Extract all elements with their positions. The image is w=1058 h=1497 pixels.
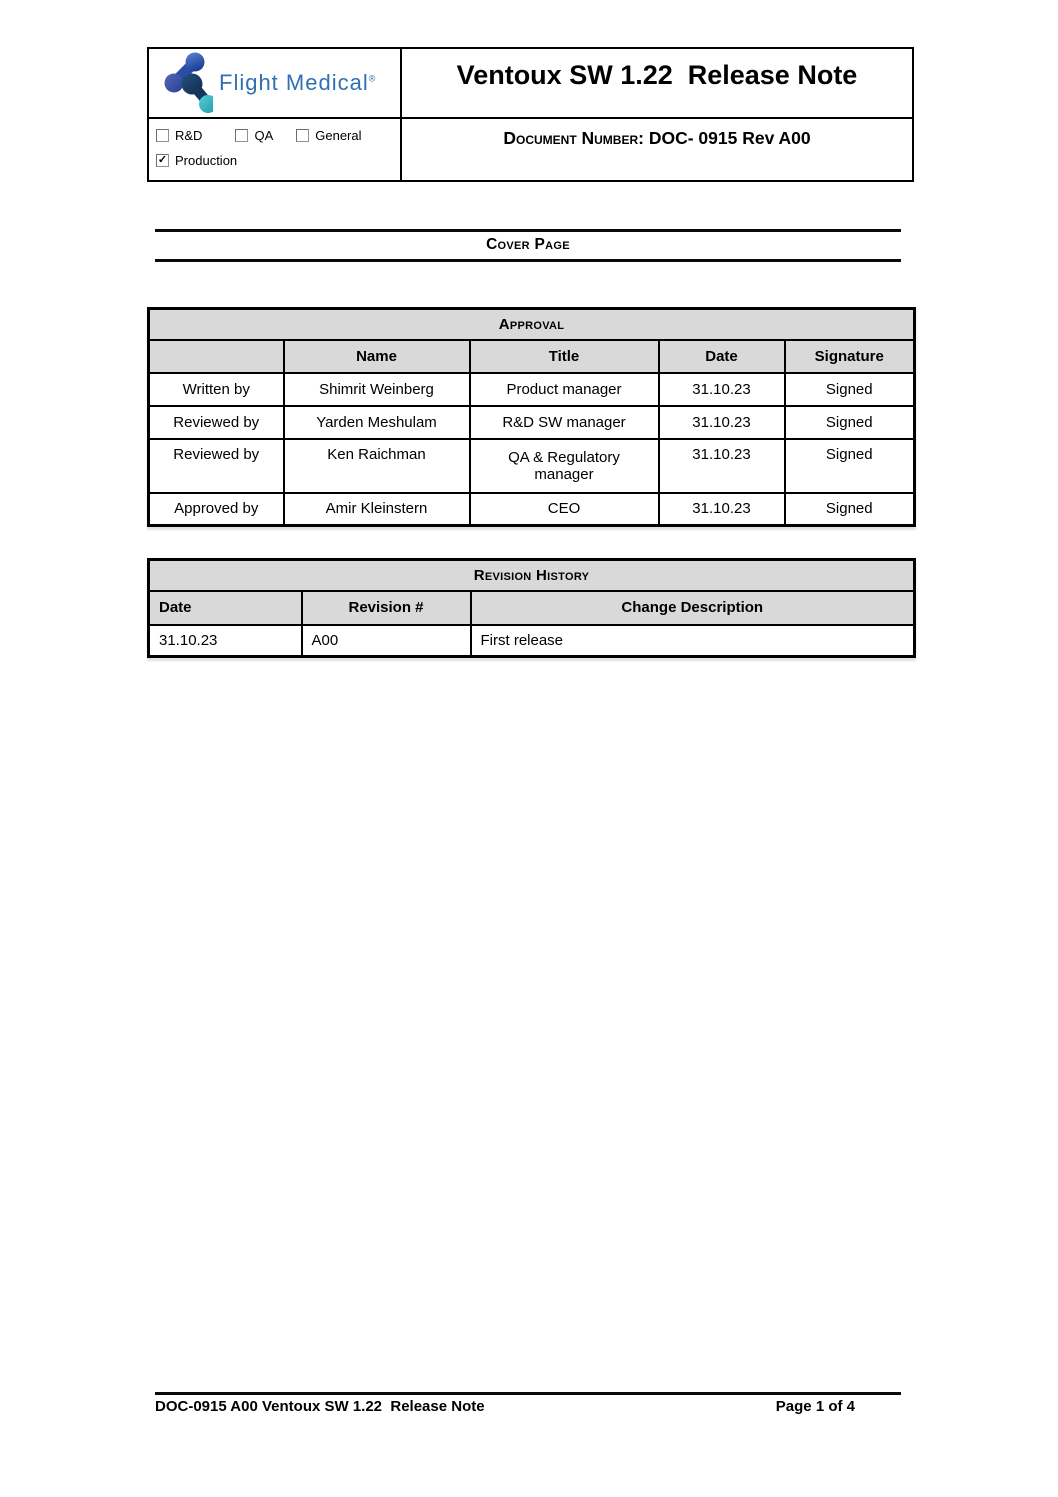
cell-signature: Signed (785, 406, 915, 439)
logo-cell (149, 49, 402, 119)
document-header (147, 47, 914, 182)
checkbox-rd-label: R&D (175, 128, 203, 143)
column-header-revision: Revision # (302, 591, 471, 625)
checkbox-row-1 (156, 128, 400, 143)
checkbox-general[interactable] (296, 128, 361, 143)
cover-page-title: Cover Page (486, 236, 570, 253)
approval-table-title: Approval (149, 309, 915, 340)
checkbox-production[interactable] (156, 153, 237, 168)
cell-signature: Signed (785, 373, 915, 406)
document-number-cell (402, 119, 912, 180)
cell-signature: Signed (785, 493, 915, 526)
cell-revision: A00 (302, 625, 471, 657)
cell-name: Shimrit Weinberg (284, 373, 470, 406)
cell-date: 31.10.23 (659, 406, 785, 439)
cell-change-description: First release (471, 625, 915, 657)
column-header-date: Date (149, 591, 302, 625)
checkbox-general-box[interactable] (296, 129, 309, 142)
checkbox-rd-box[interactable] (156, 129, 169, 142)
cell-title: R&D SW manager (470, 406, 659, 439)
revision-history-title: Revision History (149, 560, 915, 591)
category-checkboxes (149, 119, 402, 180)
revision-title-row (149, 560, 915, 591)
revision-history-table (147, 558, 916, 658)
registered-trademark-icon: ® (368, 73, 377, 84)
footer-document-id: DOC-0915 A00 Ventoux SW 1.22 Release Note (155, 1398, 485, 1415)
cell-role: Approved by (149, 493, 284, 526)
cell-date: 31.10.23 (659, 439, 785, 493)
revision-row (149, 625, 915, 657)
document-number (503, 128, 810, 180)
column-header-change-description: Change Description (471, 591, 915, 625)
approval-row-reviewed-by-1 (149, 406, 915, 439)
flight-medical-logo-icon (155, 52, 213, 114)
approval-table (147, 307, 916, 527)
footer-row (155, 1395, 901, 1415)
heading-rule-bottom (155, 259, 901, 262)
cell-signature: Signed (785, 439, 915, 493)
revision-header-row (149, 591, 915, 625)
column-header-signature: Signature (785, 340, 915, 373)
title-cell (402, 49, 912, 119)
checkbox-production-box-checked[interactable]: ✓ (157, 154, 168, 166)
cell-date: 31.10.23 (659, 493, 785, 526)
column-header-role (149, 340, 284, 373)
brand-name-text: Flight Medical (219, 70, 369, 95)
cell-role: Reviewed by (149, 406, 284, 439)
approval-row-approved-by (149, 493, 915, 526)
document-number-label: Document Number: (503, 128, 644, 148)
cell-title: Product manager (470, 373, 659, 406)
page-title: Ventoux SW 1.22 Release Note (456, 60, 858, 90)
cell-title: QA & Regulatory manager (470, 439, 659, 493)
checkbox-rd[interactable] (156, 128, 202, 143)
approval-header-row (149, 340, 915, 373)
approval-row-reviewed-by-2 (149, 439, 915, 493)
cell-name: Amir Kleinstern (284, 493, 470, 526)
page-footer (155, 1392, 901, 1415)
column-header-name: Name (284, 340, 470, 373)
cover-page-heading (155, 229, 901, 262)
approval-row-written-by (149, 373, 915, 406)
cell-title: CEO (470, 493, 659, 526)
cell-name: Yarden Meshulam (284, 406, 470, 439)
document-number-value: DOC- 0915 Rev A00 (643, 128, 811, 148)
cell-role: Reviewed by (149, 439, 284, 493)
brand-name (219, 70, 376, 96)
checkbox-row-2 (156, 153, 400, 168)
cell-role: Written by (149, 373, 284, 406)
approval-title-row (149, 309, 915, 340)
cell-date: 31.10.23 (149, 625, 302, 657)
footer-page-number: Page 1 of 4 (775, 1398, 855, 1415)
cell-name: Ken Raichman (284, 439, 470, 493)
column-header-title: Title (470, 340, 659, 373)
checkbox-qa[interactable] (235, 128, 273, 143)
checkbox-qa-label: QA (254, 128, 274, 143)
cell-date: 31.10.23 (659, 373, 785, 406)
checkbox-production-label: Production (175, 153, 238, 168)
checkbox-general-label: General (315, 128, 362, 143)
column-header-date: Date (659, 340, 785, 373)
checkbox-qa-box[interactable] (235, 129, 248, 142)
